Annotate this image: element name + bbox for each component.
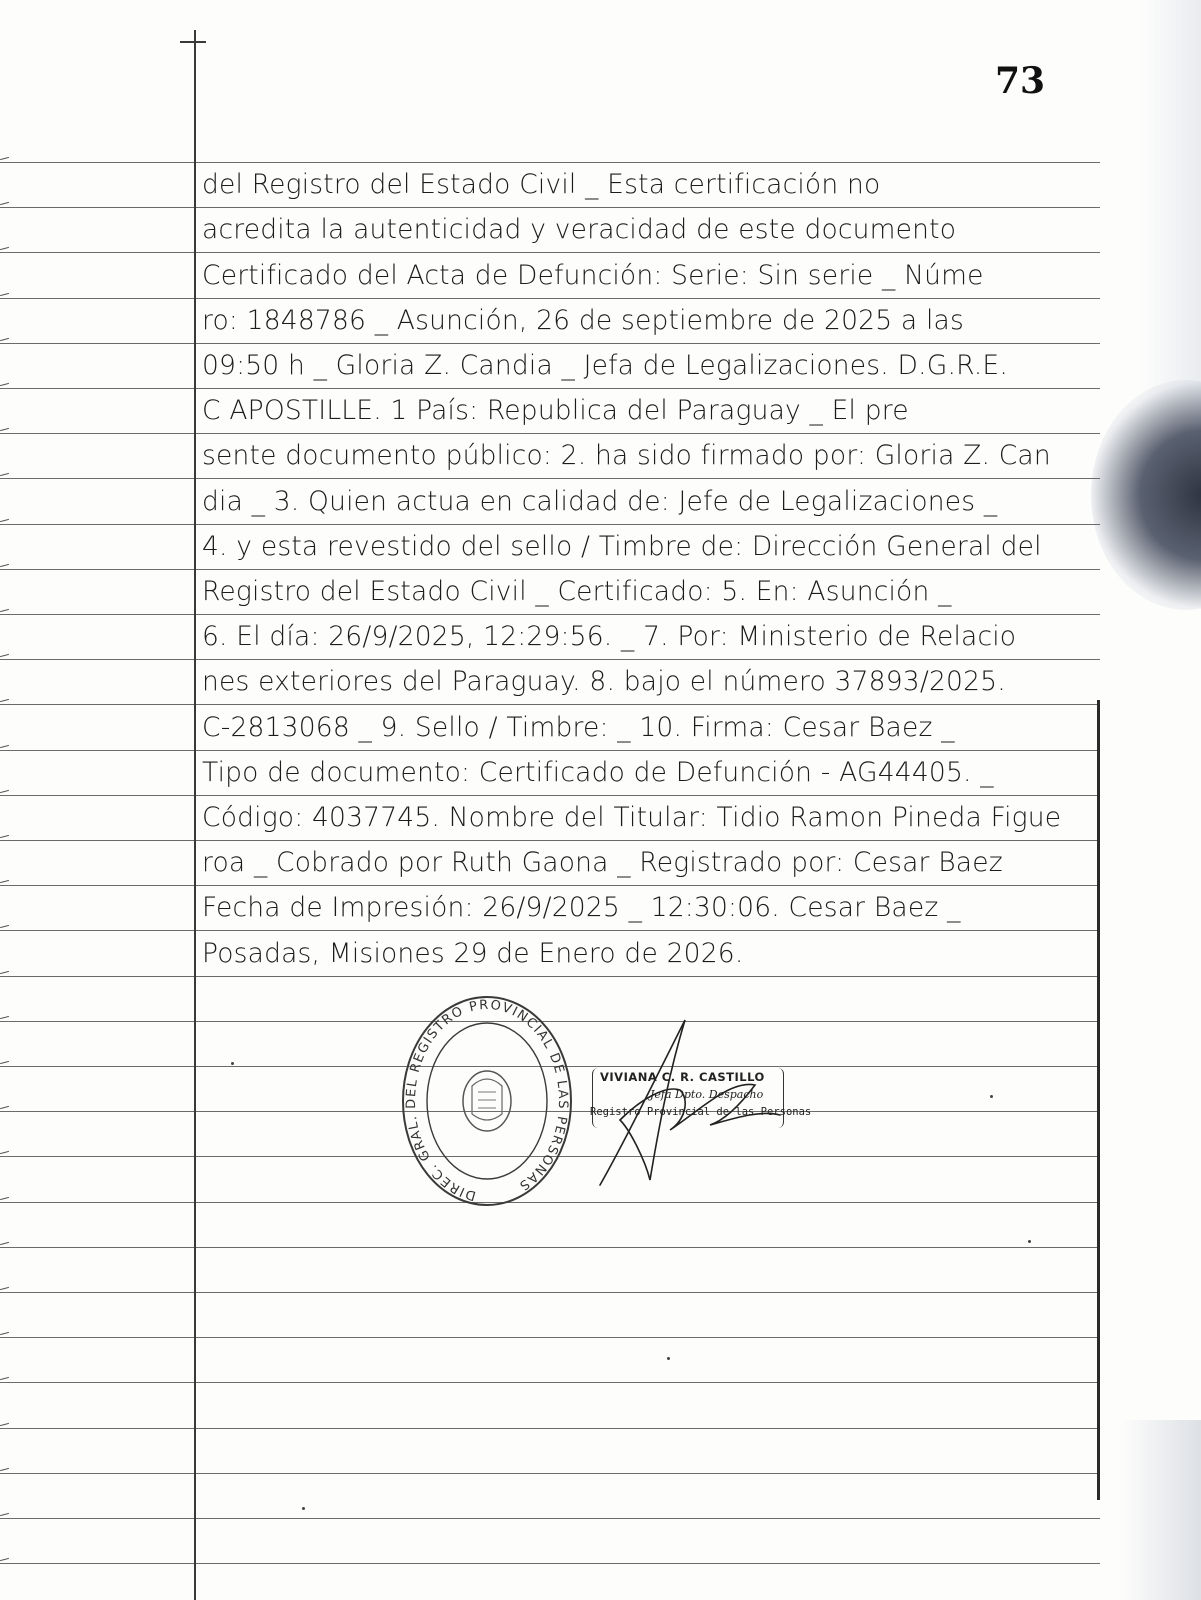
handwritten-line: sente documento público: 2. ha sido firmado por: Gloria Z. Can <box>202 440 1051 471</box>
ruled-line <box>0 1337 1100 1338</box>
margin-tick <box>0 1061 9 1064</box>
page-edge-shadow <box>1141 0 1201 420</box>
ruled-line <box>0 1247 1100 1248</box>
signature-stamp <box>590 1010 810 1200</box>
speck <box>667 1357 670 1360</box>
finger-shadow <box>1091 380 1201 610</box>
margin-tick <box>0 1106 9 1109</box>
margin-tick <box>0 835 9 838</box>
ruled-line <box>0 252 1100 253</box>
ruled-line <box>0 478 1100 479</box>
margin-tick <box>0 790 9 793</box>
signatory-title: Jefa Dpto. Despacho <box>650 1088 764 1101</box>
margin-tick <box>0 428 9 431</box>
signatory-organization: Registro Provincial de las Personas <box>590 1106 812 1118</box>
margin-tick <box>0 338 9 341</box>
speck <box>990 1095 993 1098</box>
handwritten-line: del Registro del Estado Civil _ Esta certificación no <box>202 169 881 200</box>
handwritten-line: roa _ Cobrado por Ruth Gaona _ Registrado por: Cesar Baez <box>202 847 1003 878</box>
handwritten-line: nes exteriores del Paraguay. 8. bajo el número 37893/2025. <box>202 666 1006 697</box>
margin-tick <box>0 1513 9 1516</box>
page-number: 73 <box>995 60 1046 102</box>
handwritten-line: Tipo de documento: Certificado de Defunción - AG44405. _ <box>202 757 994 788</box>
ruled-line <box>0 1428 1100 1429</box>
handwritten-line: acredita la autenticidad y veracidad de este documento <box>202 214 957 245</box>
margin-tick <box>0 925 9 928</box>
ruled-line <box>0 930 1100 931</box>
margin-tick <box>0 202 9 205</box>
handwritten-line: 6. El día: 26/9/2025, 12:29:56. _ 7. Por: Ministerio de Relacio <box>202 621 1017 652</box>
margin-tick <box>0 564 9 567</box>
ruled-line <box>0 1382 1100 1383</box>
margin-tick <box>0 880 9 883</box>
handwritten-line: ro: 1848786 _ Asunción, 26 de septiembre de 2025 a las <box>202 305 964 336</box>
margin-tick <box>0 293 9 296</box>
margin-tick <box>0 157 9 160</box>
seal-icon <box>400 988 575 1208</box>
margin-cross-mark <box>180 41 206 43</box>
handwritten-line: C APOSTILLE. 1 País: Republica del Paraguay _ El pre <box>202 395 909 426</box>
handwritten-line: dia _ 3. Quien actua en calidad de: Jefe de Legalizaciones _ <box>202 486 998 517</box>
margin-line <box>194 30 196 1600</box>
ruled-line <box>0 1518 1100 1519</box>
margin-tick <box>0 609 9 612</box>
handwritten-line: Posadas, Misiones 29 de Enero de 2026. <box>202 938 744 969</box>
handwritten-line: Fecha de Impresión: 26/9/2025 _ 12:30:06. Cesar Baez _ <box>202 892 961 923</box>
margin-tick <box>0 1468 9 1471</box>
handwritten-line: 09:50 h _ Gloria Z. Candia _ Jefa de Legalizaciones. D.G.R.E. <box>202 350 1008 381</box>
speck <box>231 1062 234 1065</box>
margin-tick <box>0 1197 9 1200</box>
ruled-line <box>0 704 1100 705</box>
margin-tick <box>0 1016 9 1019</box>
ruled-line <box>0 976 1100 977</box>
speck <box>302 1507 305 1510</box>
margin-tick <box>0 473 9 476</box>
handwritten-line: C-2813068 _ 9. Sello / Timbre: _ 10. Firma: Cesar Baez _ <box>202 712 955 743</box>
speck <box>1028 1240 1031 1243</box>
margin-tick <box>0 745 9 748</box>
margin-tick <box>0 1242 9 1245</box>
margin-tick <box>0 247 9 250</box>
ruled-line <box>0 1563 1100 1564</box>
margin-tick <box>0 1423 9 1426</box>
right-margin-line <box>1097 700 1100 1500</box>
handwritten-line: 4. y esta revestido del sello / Timbre de: Dirección General del <box>202 531 1042 562</box>
margin-tick <box>0 1558 9 1561</box>
margin-tick <box>0 1332 9 1335</box>
svg-text:DIREC. GRAL. DEL REGISTRO PROV: DIREC. GRAL. DEL REGISTRO PROVINCIAL DE LAS PERSONAS <box>403 997 571 1203</box>
margin-tick <box>0 519 9 522</box>
page-edge-shadow-bottom <box>1121 1420 1201 1600</box>
margin-tick <box>0 1287 9 1290</box>
ruled-line <box>0 1292 1100 1293</box>
official-seal <box>400 988 575 1208</box>
signatory-name: VIVIANA C. R. CASTILLO <box>600 1070 765 1084</box>
handwritten-line: Registro del Estado Civil _ Certificado: 5. En: Asunción _ <box>202 576 952 607</box>
margin-tick <box>0 971 9 974</box>
margin-tick <box>0 1151 9 1154</box>
margin-tick <box>0 654 9 657</box>
handwritten-line: Certificado del Acta de Defunción: Serie: Sin serie _ Núme <box>202 260 984 291</box>
handwritten-line: Código: 4037745. Nombre del Titular: Tidio Ramon Pineda Figue <box>202 802 1062 833</box>
margin-tick <box>0 1377 9 1380</box>
margin-tick <box>0 383 9 386</box>
ruled-line <box>0 1473 1100 1474</box>
margin-tick <box>0 699 9 702</box>
